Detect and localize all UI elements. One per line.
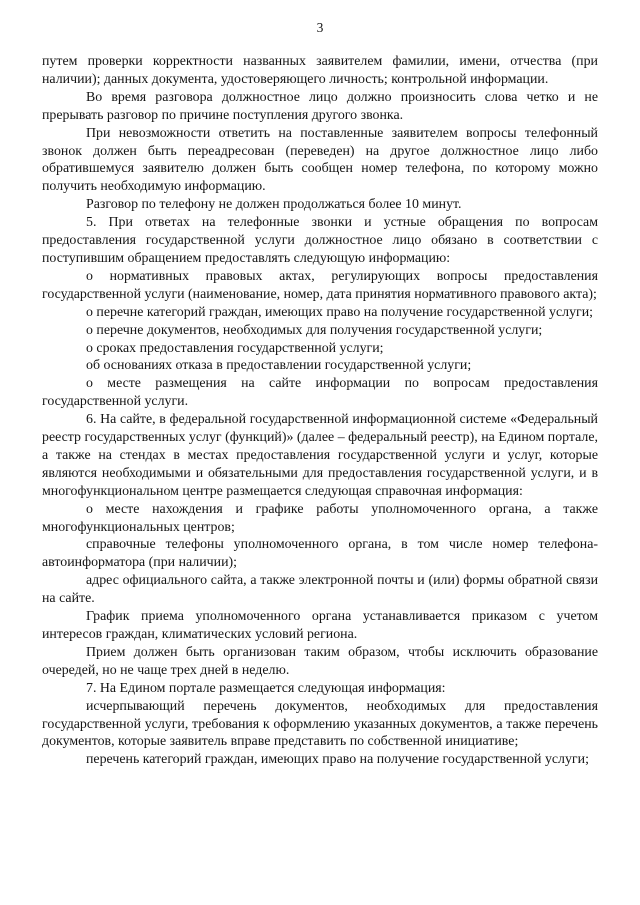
paragraph: о перечне документов, необходимых для получения государственной услуги; [86, 322, 543, 338]
paragraph: о перечне категорий граждан, имеющих право на получение государственной услуги; [86, 304, 594, 320]
paragraph: 5. При ответах на телефонные звонки и устные обращения по вопросам предоставления государственной услуги должностное лицо обязано в соответствии с поступившим обращением предоставлять следующую информацию: [42, 215, 598, 266]
paragraph: о месте размещения на сайте информации по вопросам предоставления государственной услуги. [42, 376, 598, 410]
paragraph: справочные телефоны уполномоченного органа, в том числе номер телефона-автоинформатора (при наличии); [42, 537, 598, 571]
paragraph: При невозможности ответить на поставленные заявителем вопросы телефонный звонок должен быть переадресован (переведен) на другое должностное лицо либо обратившемуся заявителю должен быть сообщен номер телефона, по которому можно получить необходимую информацию. [42, 125, 598, 195]
paragraph: путем проверки корректности названных заявителем фамилии, имени, отчества (при наличии); данных документа, удостоверяющего личность; контрольной информации. [42, 54, 598, 87]
paragraph: перечень категорий граждан, имеющих право на получение государственной услуги; [86, 752, 589, 768]
paragraph: о нормативных правовых актах, регулирующих вопросы предоставления государственной услуги (наименование, номер, дата принятия нормативного правового акта); [42, 268, 598, 302]
paragraph: об основаниях отказа в предоставлении государственной услуги; [86, 358, 472, 374]
paragraph: Во время разговора должностное лицо должно произносить слова четко и не прерывать разговор по причине поступления другого звонка. [42, 89, 598, 123]
paragraph: 6. На сайте, в федеральной государственной информационной системе «Федеральный реестр государственных услуг (функций)» (далее – федеральный реестр), на Едином портале, а также на стендах в местах предоставления государственной услуги и услуг, которые являются необходимыми и обязательными для предоставления государственной услуги, и в многофункциональном центре размещается следующая справочная информация: [42, 412, 598, 499]
paragraph: адрес официального сайта, а также электронной почты и (или) формы обратной связи на сайте. [42, 573, 598, 607]
paragraph: о месте нахождения и графике работы уполномоченного органа, а также многофункциональных центров; [42, 501, 598, 535]
paragraph: о сроках предоставления государственной услуги; [86, 340, 384, 356]
paragraph: Разговор по телефону не должен продолжаться более 10 минут. [86, 197, 462, 213]
page-number: 3 [316, 20, 324, 35]
document-body [42, 53, 598, 769]
paragraph: Прием должен быть организован таким образом, чтобы исключить образование очередей, но не чаще трех дней в неделю. [42, 644, 598, 678]
paragraph: График приема уполномоченного органа устанавливается приказом с учетом интересов граждан, климатических условий региона. [42, 609, 598, 642]
paragraph: 7. На Едином портале размещается следующая информация: [86, 680, 446, 696]
paragraph: исчерпывающий перечень документов, необходимых для предоставления государственной услуги, требования к оформлению указанных документов, а также перечень документов, которые заявитель вправе представить по собственной инициативе; [42, 698, 598, 750]
